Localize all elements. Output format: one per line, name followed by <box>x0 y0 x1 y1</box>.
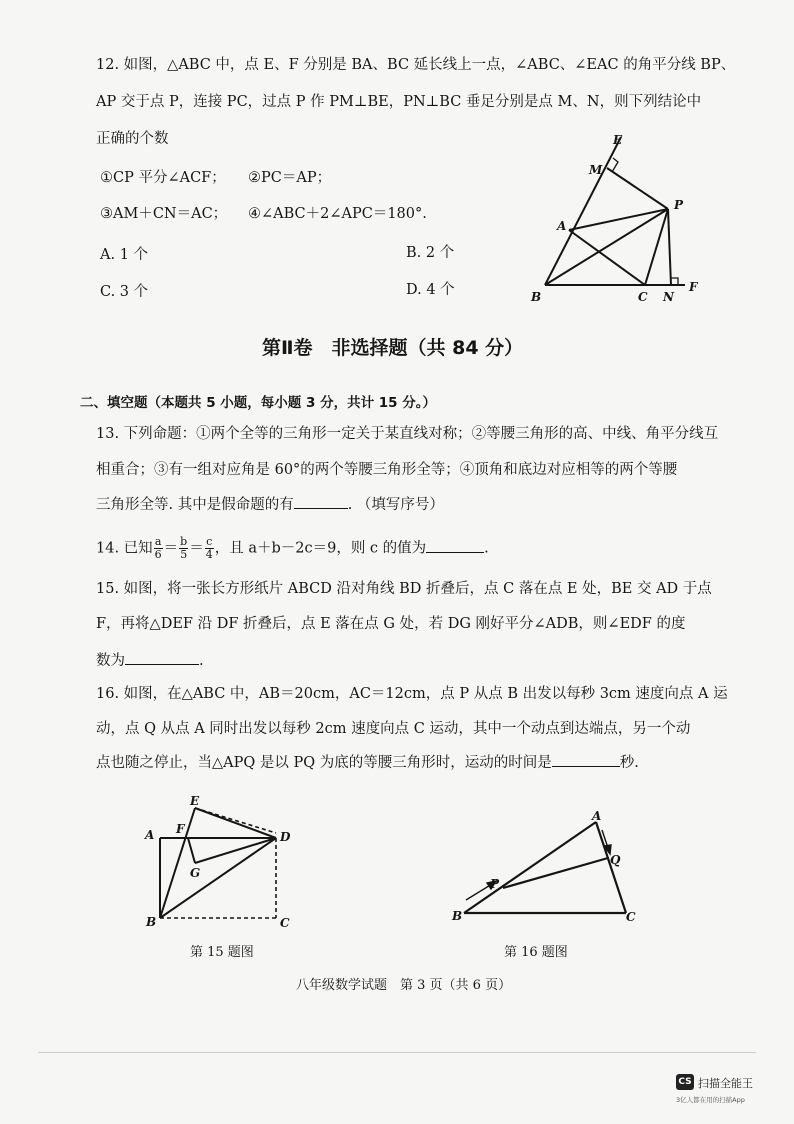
q12-option-b: B. 2 个 <box>406 245 455 261</box>
q12-line2: AP 交于点 P，连接 PC，过点 P 作 PM⊥BE，PN⊥BC 垂足分别是点 M、N，则下列结论中 <box>96 94 702 110</box>
side-ac <box>596 822 626 913</box>
fraction-c-4: $\frac{c}{4}$ <box>205 535 213 561</box>
label-n: N <box>663 290 674 304</box>
fig16-caption: 第 16 题图 <box>504 945 568 960</box>
right-angle-m <box>612 158 618 172</box>
q13-answer-blank[interactable] <box>294 494 348 509</box>
camscanner-logo-icon: CS <box>676 1074 694 1090</box>
fig15-figure <box>140 793 300 933</box>
q16-line3: 点也随之停止，当△APQ 是以 PQ 为底的等腰三角形时，运动的时间是 秒. <box>96 752 639 773</box>
fig15-caption: 第 15 题图 <box>190 945 254 960</box>
line-gd <box>195 838 276 863</box>
q16-answer-blank[interactable] <box>552 752 620 767</box>
q12-choice-4: ④∠ABC＋2∠APC＝180°. <box>248 206 427 222</box>
label-f: F <box>176 822 185 836</box>
q13-line2: 相重合；③有一组对应角是 60°的两个等腰三角形全等；④顶角和底边对应相等的两个等腰 <box>96 462 678 478</box>
q12-option-a: A. 1 个 <box>100 247 149 263</box>
scan-divider <box>38 1052 756 1053</box>
label-d: D <box>280 830 291 844</box>
label-f: F <box>689 280 698 294</box>
q12-option-c: C. 3 个 <box>100 284 149 300</box>
label-c: C <box>626 910 636 924</box>
q15-line2: F，再将△DEF 沿 DF 折叠后，点 E 落在点 G 处，若 DG 刚好平分∠ADB，则∠EDF 的度 <box>96 616 686 632</box>
label-b: B <box>146 915 157 929</box>
fig16-figure <box>448 808 648 928</box>
fraction-b-5: $\frac{b}{5}$ <box>180 535 188 561</box>
label-e: E <box>190 794 200 808</box>
label-a: A <box>592 809 602 823</box>
line-fg <box>188 838 195 863</box>
label-e: E <box>613 133 623 147</box>
scanner-name: 扫描全能王 <box>698 1077 753 1090</box>
page-footer: 八年级数学试题 第 3 页（共 6 页） <box>296 978 512 993</box>
q15-line3: 数为 . <box>96 650 204 671</box>
q12-choice-2: ②PC＝AP； <box>248 170 332 186</box>
label-m: M <box>589 163 603 177</box>
q12-choice-3: ③AM＋CN＝AC； <box>100 206 228 222</box>
q12-choice-1: ①CP 平分∠ACF； <box>100 170 226 186</box>
q16-line1: 16. 如图，在△ABC 中，AB＝20cm，AC＝12cm，点 P 从点 B 出发以每秒 3cm 速度向点 A 运 <box>96 686 728 702</box>
line-pm <box>607 168 668 209</box>
q12-figure <box>525 128 705 308</box>
q13-line1: 13. 下列命题：①两个全等的三角形一定关于某直线对称；②等腰三角形的高、中线、角平分线互 <box>96 426 719 442</box>
label-c: C <box>638 290 648 304</box>
segment-pq <box>503 858 608 888</box>
diagonal-bd <box>160 838 276 918</box>
part-title: 二、填空题（本题共 5 小题，每小题 3 分，共计 15 分。） <box>80 395 437 411</box>
label-a: A <box>557 219 567 233</box>
label-p: P <box>674 198 684 212</box>
section-title: 第Ⅱ卷 非选择题（共 84 分） <box>262 337 524 359</box>
q15-answer-blank[interactable] <box>125 650 199 665</box>
label-a: A <box>145 828 155 842</box>
fraction-a-6: $\frac{a}{6}$ <box>154 535 162 561</box>
q12-option-d: D. 4 个 <box>406 282 455 298</box>
scanner-tagline: 3亿人都在用的扫描App <box>676 1096 745 1104</box>
line-ap <box>569 209 668 230</box>
label-g: G <box>190 866 201 880</box>
line-ed <box>195 808 276 838</box>
q15-line1: 15. 如图，将一张长方形纸片 ABCD 沿对角线 BD 折叠后，点 C 落在点 E 处，BE 交 AD 于点 <box>96 581 712 597</box>
label-b: B <box>531 290 542 304</box>
label-c: C <box>280 916 290 930</box>
right-angle-n <box>671 278 678 285</box>
line-ac <box>569 230 645 285</box>
label-p: P <box>490 877 500 891</box>
q12-line3: 正确的个数 <box>96 131 169 147</box>
label-b: B <box>452 909 463 923</box>
q13-line3: 三角形全等. 其中是假命题的有 . （填写序号） <box>96 494 444 515</box>
q14-answer-blank[interactable] <box>426 538 484 553</box>
line-pn <box>668 209 671 285</box>
q16-line2: 动，点 Q 从点 A 同时出发以每秒 2cm 速度向点 C 运动，其中一个动点到达端点，另一个动 <box>96 721 691 737</box>
q14-line: 14. 已知 $\frac{a}{6}$ ＝ $\frac{b}{5}$ ＝ $\frac{c}{4}$ ，且 a＋b－2c＝9，则 c 的值为 . <box>96 535 489 561</box>
label-q: Q <box>610 853 621 867</box>
line-be <box>545 137 621 285</box>
q12-line1: 12. 如图，△ABC 中，点 E、F 分别是 BA、BC 延长线上一点，∠ABC、∠EAC 的角平分线 BP、 <box>96 57 736 73</box>
